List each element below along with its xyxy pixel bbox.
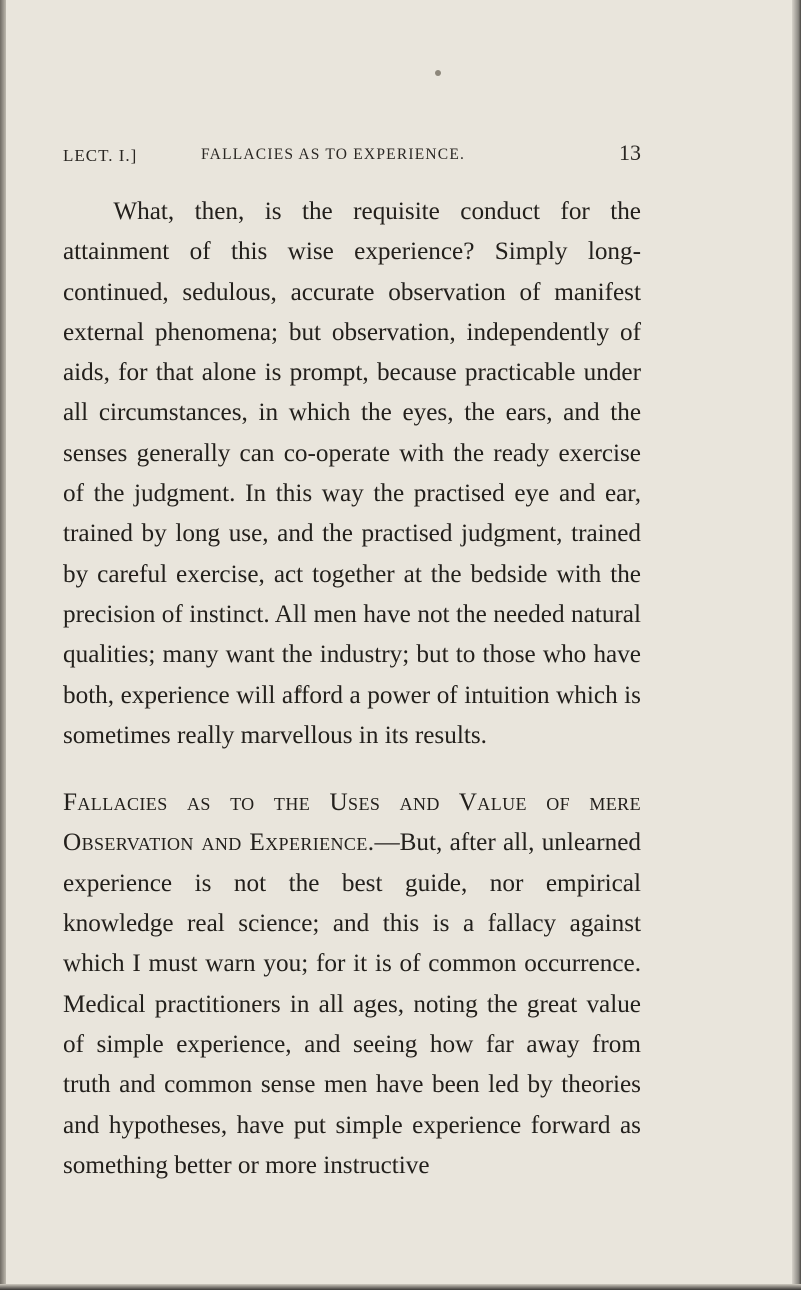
page-left-edge: [0, 0, 6, 1290]
section-heading: Fallacies as to the Uses and Value of mere Observation and Experience.: [63, 789, 641, 857]
page-number: 13: [619, 140, 641, 165]
paragraph-text: —But, after all, unlearned experience is not the best guide, nor empirical knowledge real science; and this is a fallacy against which I must warn you; for it is of common occurrence. Medical practitioners in all ages, noting the great value of simple experience, and seeing how far away from truth and common sense men have been led by theories and hypotheses, have put simple experience forward as something better or more instructive: [63, 829, 641, 1179]
paragraph: What, then, is the requisite conduct for the attainment of this wise experience? Simply long-continued, sedulous, accurate observation of manifest external phenomena; but observation, independently of aids, for that alone is prompt, because practicable under all circumstances, in which the eyes, the ears, and the senses generally can co-operate with the ready exercise of the judgment. In this way the practised eye and ear, trained by long use, and the practised judgment, trained by careful exercise, act together at the bedside with the precision of instinct. All men have not the needed natural qualities; many want the industry; but to those who have both, experience will afford a power of intuition which is sometimes really marvellous in its results.: [63, 198, 641, 749]
page-right-edge: [792, 0, 801, 1290]
lecture-label: LECT. I.]: [63, 146, 138, 165]
chapter-title: FALLACIES AS TO EXPERIENCE.: [201, 146, 466, 163]
ink-speck: [435, 70, 441, 76]
paragraph: [63, 783, 641, 1186]
page-bottom-edge: [0, 1284, 801, 1290]
body-text: [63, 192, 641, 1186]
running-head: [63, 140, 641, 174]
